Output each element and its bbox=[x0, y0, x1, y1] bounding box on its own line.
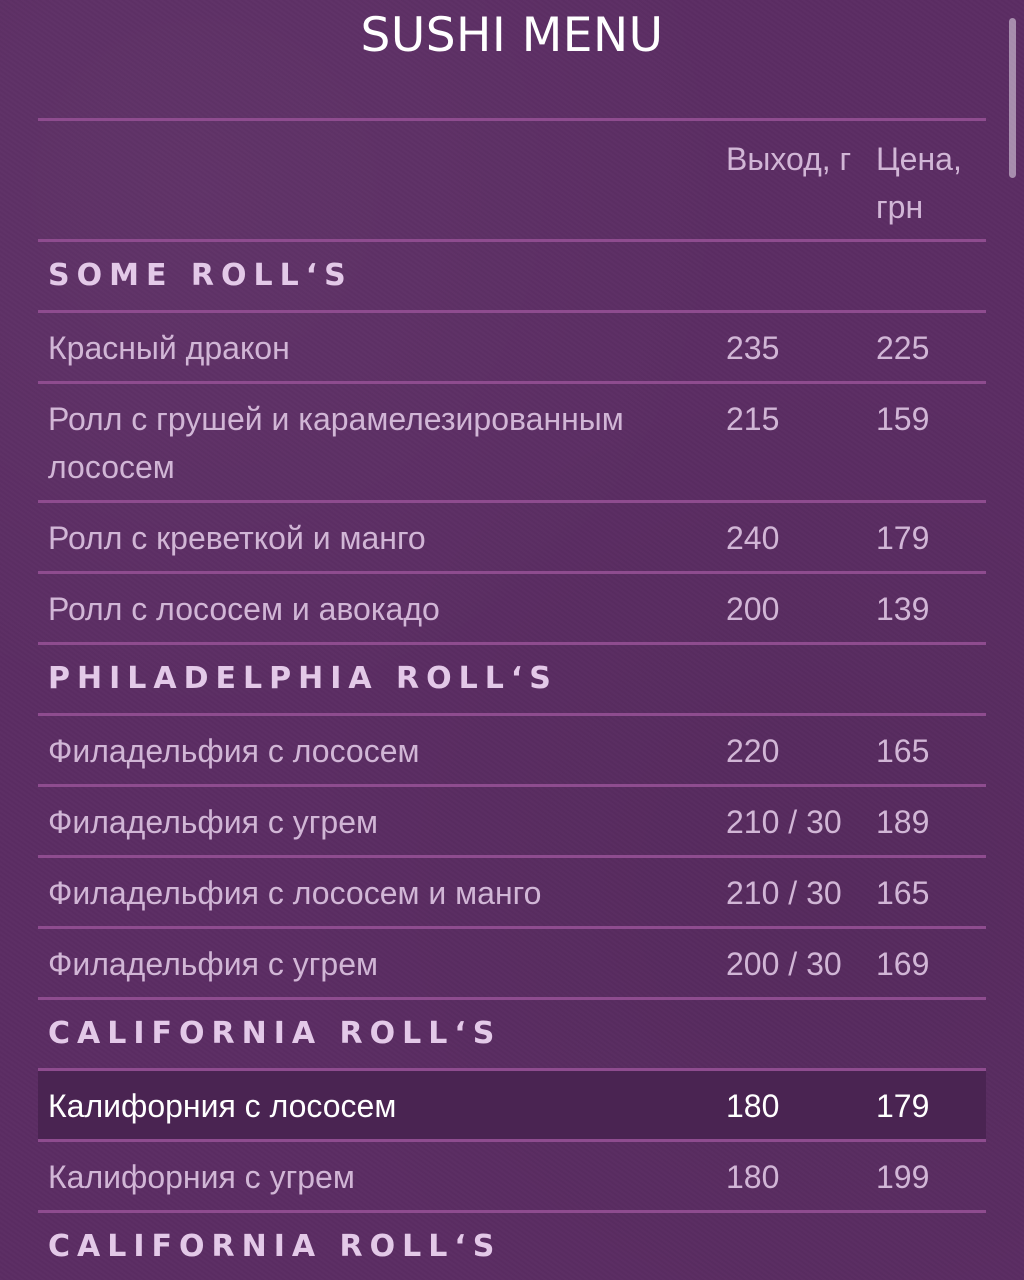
header-weight: Выход, г bbox=[726, 141, 852, 177]
item-weight: 200 / 30 bbox=[726, 946, 842, 982]
item-price: 225 bbox=[876, 330, 930, 366]
item-weight: 220 bbox=[726, 733, 780, 769]
item-name: Ролл с грушей и карамелезированным лососем bbox=[48, 401, 624, 485]
menu-item-row[interactable] bbox=[38, 929, 986, 1000]
menu-item-row[interactable] bbox=[38, 716, 986, 787]
item-price: 139 bbox=[876, 591, 930, 627]
section-label: CALIFORNIA ROLL‘S bbox=[48, 1016, 502, 1051]
item-price: 165 bbox=[876, 733, 930, 769]
section-header bbox=[38, 1213, 986, 1280]
section-label: CALIFORNIA ROLL‘S bbox=[48, 1229, 502, 1264]
scrollbar[interactable] bbox=[1009, 18, 1016, 178]
item-price: 169 bbox=[876, 946, 930, 982]
item-name: Филадельфия с угрем bbox=[48, 804, 378, 840]
menu-item-row[interactable] bbox=[38, 384, 986, 503]
menu-item-row[interactable] bbox=[38, 503, 986, 574]
menu-item-row[interactable] bbox=[38, 313, 986, 384]
item-weight: 200 bbox=[726, 591, 780, 627]
item-name: Филадельфия с лососем bbox=[48, 733, 420, 769]
item-name: Калифорния с угрем bbox=[48, 1159, 355, 1195]
item-price: 199 bbox=[876, 1159, 930, 1195]
item-weight: 240 bbox=[726, 520, 780, 556]
section-header bbox=[38, 1000, 986, 1071]
item-weight: 180 bbox=[726, 1159, 780, 1195]
section-header bbox=[38, 242, 986, 313]
table-header bbox=[38, 121, 986, 242]
item-weight: 180 bbox=[726, 1088, 780, 1124]
item-name: Ролл с лососем и авокадо bbox=[48, 591, 440, 627]
item-name: Филадельфия с лососем и манго bbox=[48, 875, 542, 911]
item-name: Филадельфия с угрем bbox=[48, 946, 378, 982]
item-name: Калифорния с лососем bbox=[48, 1088, 397, 1124]
page-title: SUSHI MENU bbox=[360, 8, 664, 63]
menu-table bbox=[38, 118, 986, 1280]
item-weight: 210 / 30 bbox=[726, 804, 842, 840]
header-price: Цена, грн bbox=[876, 141, 962, 225]
section-label: SOME ROLL‘S bbox=[48, 258, 353, 293]
header-name-cell bbox=[38, 135, 726, 239]
item-name: Красный дракон bbox=[48, 330, 290, 366]
item-price: 179 bbox=[876, 520, 930, 556]
item-price: 179 bbox=[876, 1088, 930, 1124]
menu-item-row[interactable] bbox=[38, 858, 986, 929]
item-weight: 235 bbox=[726, 330, 780, 366]
item-weight: 215 bbox=[726, 401, 780, 437]
item-name: Ролл с креветкой и манго bbox=[48, 520, 426, 556]
item-weight: 210 / 30 bbox=[726, 875, 842, 911]
menu-item-row[interactable] bbox=[38, 1142, 986, 1213]
item-price: 189 bbox=[876, 804, 930, 840]
menu-item-row-selected[interactable] bbox=[38, 1071, 986, 1142]
item-price: 159 bbox=[876, 401, 930, 437]
section-header bbox=[38, 645, 986, 716]
menu-item-row[interactable] bbox=[38, 787, 986, 858]
item-price: 165 bbox=[876, 875, 930, 911]
section-label: PHILADELPHIA ROLL‘S bbox=[48, 661, 558, 696]
menu-item-row[interactable] bbox=[38, 574, 986, 645]
